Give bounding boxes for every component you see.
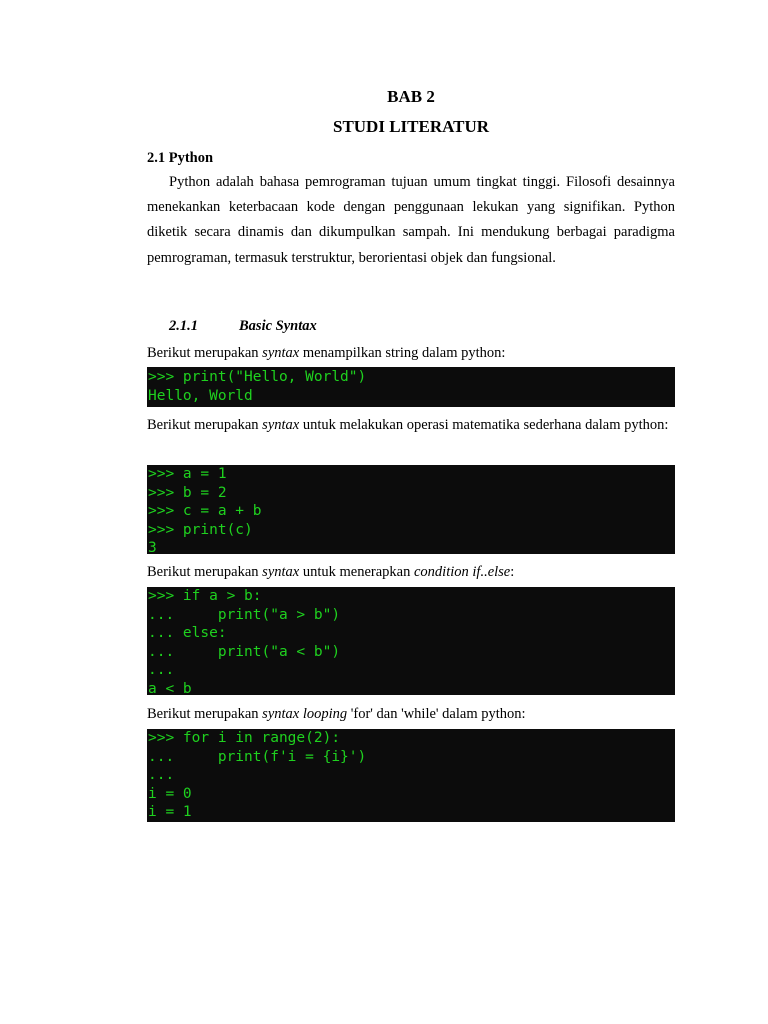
intro-1-em: syntax [262,345,300,361]
intro-text-1 [147,341,675,366]
intro-2-before: Berikut merupakan [147,417,263,433]
intro-2-after: untuk melakukan operasi matematika sederhana dalam python: [299,417,669,433]
intro-text-2 [147,413,675,438]
intro-1-after: menampilkan string dalam python: [299,345,506,361]
code-block-4 [147,729,675,822]
code-line: Hello, World [148,387,253,404]
intro-3-em: syntax [262,564,300,580]
subsection-number: 2.1.1 [169,318,198,334]
intro-4-em: syntax looping [262,706,348,722]
intro-text-3 [147,560,675,585]
code-line: >>> for i in range(2): [148,730,341,746]
code-line: ... [148,662,175,678]
subsection-heading [169,316,317,336]
code-line: a < b [148,680,192,695]
code-line: ... print("a > b") [148,606,341,623]
intro-4-after: 'for' dan 'while' dalam python: [347,706,526,722]
code-block-3 [147,587,675,695]
code-block-2 [147,465,675,554]
intro-3-em2: condition if..else [413,564,511,580]
code-line: >>> print(c) [148,521,253,538]
code-line: ... print(f'i = {i}') [148,748,367,765]
chapter-title: STUDI LITERATUR [332,117,490,136]
code-line: ... print("a < b") [148,643,341,660]
intro-3-middle: untuk menerapkan [299,564,414,580]
code-block-1 [147,367,675,407]
intro-text-4 [147,702,675,727]
code-line: >>> b = 2 [148,484,227,501]
intro-1-before: Berikut merupakan [147,345,263,361]
code-line: 3 [148,540,157,554]
section-paragraph: Python adalah bahasa pemrograman tujuan umum tingkat tinggi. Filosofi desainnya menekankan keterbacaan kode dengan penggunaan lekukan yang signifikan. Python diketik secara dinamis dan dikumpulkan sampah. Ini mendukung berbagai paradigma pemrograman, termasuk terstruktur, berorientasi objek dan fungsional. [147,174,675,266]
intro-4-before: Berikut merupakan [147,706,263,722]
code-line: >>> if a > b: [148,588,262,604]
code-line: >>> print("Hello, World") [148,369,367,385]
section-heading: 2.1 Python [147,150,214,166]
code-line: ... [148,767,175,783]
code-line: i = 0 [148,785,192,802]
intro-3-after: : [510,564,515,580]
intro-3-before: Berikut merupakan [147,564,263,580]
chapter-number: BAB 2 [387,87,435,106]
code-line: i = 1 [148,804,192,820]
code-line: >>> a = 1 [148,466,227,482]
intro-2-em: syntax [262,417,300,433]
code-line: ... else: [148,625,227,641]
subsection-title: Basic Syntax [239,318,317,334]
code-line: >>> c = a + b [148,503,262,519]
